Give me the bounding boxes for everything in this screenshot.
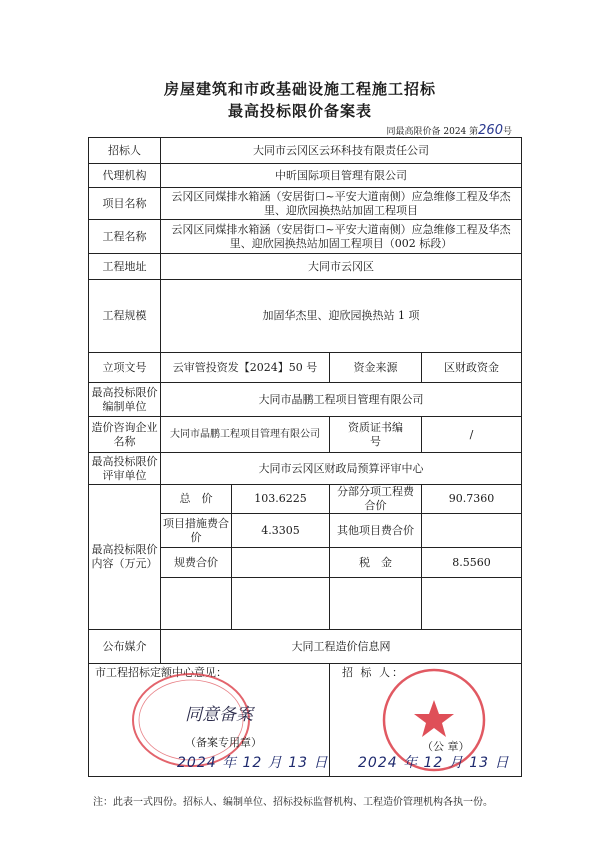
- approval-value: 云审管投资发【2024】50 号: [161, 353, 330, 383]
- tenderer-value: 大同市云冈区云环科技有限责任公司: [161, 138, 522, 164]
- cert-label: 资质证书编 号: [330, 417, 422, 453]
- compiler-value: 大同市晶鹏工程项目管理有限公司: [161, 383, 522, 417]
- total-value: 103.6225: [232, 485, 330, 514]
- center-signature-area: [89, 664, 329, 776]
- center-opinion-label: 市工程招标定额中心意见：: [95, 666, 227, 679]
- document-subtitle: 最高投标限价备案表: [227, 102, 372, 120]
- review-value: 大同市云冈区财政局预算评审中心: [161, 453, 522, 485]
- agency-value: 中昕国际项目管理有限公司: [161, 164, 522, 188]
- compiler-label: 最高投标限价编制单位: [89, 383, 161, 417]
- file-number: [387, 123, 512, 138]
- center-handwritten-opinion: 同意备案: [185, 705, 253, 725]
- total-label: 总 价: [161, 485, 232, 514]
- file-number-handwritten: 260: [478, 123, 503, 138]
- document-title: 房屋建筑和市政基础设施工程施工招标: [163, 80, 436, 98]
- content-label: 最高投标限价内容（万元）: [89, 485, 161, 630]
- filing-table: [88, 137, 522, 777]
- tenderer-signature-area: [330, 664, 521, 776]
- media-value: 大同工程造价信息网: [161, 630, 522, 664]
- review-label: 最高投标限价评审单位: [89, 453, 161, 485]
- project-name-label: 项目名称: [89, 188, 161, 220]
- file-number-prefix: 同最高限价备 2024 第: [386, 127, 479, 137]
- consult-label: 造价咨询企业名称: [89, 417, 161, 453]
- agency-label: 代理机构: [89, 164, 161, 188]
- measures-value: 4.3305: [232, 514, 330, 548]
- scale-value: 加固华杰里、迎欣园换热站 1 项: [161, 280, 522, 353]
- address-value: 大同市云冈区: [161, 254, 522, 280]
- fees-label: 规费合价: [161, 548, 232, 578]
- other-value: [422, 514, 522, 548]
- tax-value: 8.5560: [422, 548, 522, 578]
- tenderer-date: 2024 年 12 月 13 日: [358, 755, 510, 771]
- cert-value: /: [422, 417, 522, 453]
- fund-source-value: 区财政资金: [422, 353, 522, 383]
- tenderer-label: 招标人: [89, 138, 161, 164]
- engineering-name-value: 云冈区同煤排水箱涵（安居街口~平安大道南侧）应急维修工程及华杰里、迎欣园换热站加固工程项目（002 标段）: [161, 220, 522, 254]
- consult-value: 大同市晶鹏工程项目管理有限公司: [161, 417, 330, 453]
- address-label: 工程地址: [89, 254, 161, 280]
- tax-label: 税 金: [330, 548, 422, 578]
- fees-value: [232, 548, 330, 578]
- tenderer-sign-label: 招 标 人：: [342, 666, 405, 679]
- media-label: 公布媒介: [89, 630, 161, 664]
- other-label: 其他项目费合价: [330, 514, 422, 548]
- fund-source-label: 资金来源: [330, 353, 422, 383]
- subitem-label: 分部分项工程费合价: [330, 485, 422, 514]
- center-stamp-note: （备案专用章）: [185, 736, 262, 749]
- file-number-suffix: 号: [502, 127, 512, 137]
- project-name-value: 云冈区同煤排水箱涵（安居街口~平安大道南侧）应急维修工程及华杰里、迎欣园换热站加固工程项目: [161, 188, 522, 220]
- footer-note: 注：此表一式四份。招标人、编制单位、招标投标监督机构、工程造价管理机构各执一份。: [93, 797, 493, 808]
- subitem-value: 90.7360: [422, 485, 522, 514]
- scale-label: 工程规模: [89, 280, 161, 353]
- approval-label: 立项文号: [89, 353, 161, 383]
- center-date: 2024 年 12 月 13 日: [177, 755, 329, 771]
- measures-label: 项目措施费合价: [161, 514, 232, 548]
- engineering-name-label: 工程名称: [89, 220, 161, 254]
- tenderer-stamp-note: （公 章）: [422, 740, 470, 753]
